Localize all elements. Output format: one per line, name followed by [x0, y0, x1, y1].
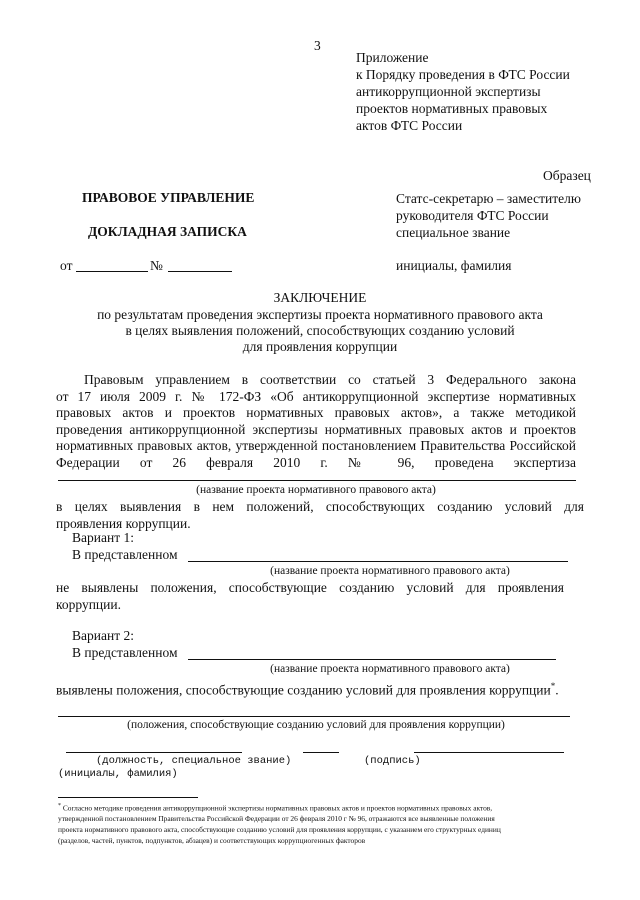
addressee-line: специальное звание — [396, 225, 511, 240]
footnote — [58, 801, 501, 846]
addressee-initials: инициалы, фамилия — [396, 258, 512, 273]
paragraph-line: Федерации от 26 февраля 2010 г. № 96, проведена экспертиза — [56, 454, 576, 470]
paragraph-line: Правовым управлением в соответствии со статьей 3 Федерального закона — [84, 372, 576, 387]
variant2-prefix: В представленном — [72, 645, 178, 660]
paragraph-line: проведения антикоррупционной экспертизы нормативных правовых актов и проектов — [56, 421, 576, 437]
conclusion-subtitle — [60, 307, 580, 355]
variant2-result-end: . — [555, 682, 559, 698]
addressee-line: руководителя ФТС России — [396, 208, 549, 223]
page-number: 3 — [314, 38, 321, 53]
conclusion-title: ЗАКЛЮЧЕНИЕ — [273, 290, 367, 305]
footnote-line — [58, 801, 501, 813]
position-hint: (должность, специальное звание) — [96, 755, 292, 767]
variant1-result-line: не выявлены положения, способствующие созданию условий для проявления — [56, 580, 564, 595]
appendix-line: проектов нормативных правовых — [356, 101, 548, 116]
variant1-hint: (название проекта нормативного правового акта) — [270, 565, 510, 577]
addressee-line: Статс-секретарю – заместителю — [396, 191, 581, 206]
appendix-line: антикоррупционной экспертизы — [356, 84, 541, 99]
variant2-blank — [188, 659, 556, 660]
footnote-text: Согласно методике проведения антикоррупционной экспертизы нормативных правовых актов и проектов нормативных правовых актов, — [62, 803, 493, 813]
paragraph-line: нормативных правовых актов, утвержденной постановлением Правительства Российской — [56, 438, 576, 453]
project-name-hint: (название проекта нормативного правового акта) — [196, 484, 436, 496]
project-name-line — [58, 480, 576, 481]
footnote-line: (разделов, частей, пунктов, подпунктов, абзацев) и соответствующих коррупциогенных факторов — [58, 836, 366, 846]
purpose-line: проявления коррупции. — [56, 515, 191, 531]
footnote-separator — [58, 797, 198, 798]
memo-title: ДОКЛАДНАЯ ЗАПИСКА — [88, 224, 247, 239]
paragraph-line: от 17 июля 2009 г. № 172-ФЗ «Об антикоррупционной экспертизе нормативных — [56, 388, 576, 404]
number-sign: № — [150, 258, 163, 273]
initials-hint: (инициалы, фамилия) — [58, 768, 178, 780]
variant1-result — [56, 580, 564, 613]
footnote-mark: * — [58, 803, 61, 809]
appendix-line: Приложение — [356, 50, 429, 65]
purpose-paragraph — [56, 499, 584, 532]
footnote-reference: * — [550, 681, 556, 691]
sample-label: Образец — [543, 168, 591, 183]
signature-line — [303, 752, 339, 753]
date-prefix: от — [60, 258, 73, 273]
signature-hint: (подпись) — [364, 755, 421, 767]
subtitle-line: в целях выявления положений, способствующих созданию условий — [125, 323, 515, 338]
main-paragraph — [56, 372, 576, 471]
variant1-label: Вариант 1: — [72, 530, 134, 545]
variant1-blank — [188, 561, 568, 562]
variant2-label: Вариант 2: — [72, 628, 134, 643]
paragraph-line: правовых актов и проектов нормативных правовых актов», а также методикой — [56, 405, 576, 420]
appendix-line: к Порядку проведения в ФТС России — [356, 67, 570, 82]
variant1-result-line: коррупции. — [56, 596, 121, 612]
variant2-result-text: выявлены положения, способствующие созданию условий для проявления коррупции — [56, 682, 551, 698]
number-line — [168, 271, 232, 272]
date-line — [76, 271, 148, 272]
provisions-hint: (положения, способствующие созданию условий для проявления коррупции) — [127, 719, 505, 731]
initials-line — [414, 752, 564, 753]
department-title: ПРАВОВОЕ УПРАВЛЕНИЕ — [82, 190, 255, 205]
variant1-prefix: В представленном — [72, 547, 178, 562]
addressee-block — [396, 190, 581, 241]
footnote-line: проекта нормативного правового акта, способствующие созданию условий для проявления коррупции, с указанием его структурных единиц — [58, 825, 501, 835]
variant2-hint: (название проекта нормативного правового акта) — [270, 663, 510, 675]
purpose-line: в целях выявления в нем положений, способствующих созданию условий для — [56, 499, 584, 514]
subtitle-line: для проявления коррупции — [242, 339, 398, 354]
footnote-line: утвержденной постановлением Правительства Российской Федерации от 26 февраля 2010 г № 96, отражаются все выявленные положения — [58, 814, 495, 824]
variant2-result — [56, 678, 559, 699]
position-line — [66, 752, 242, 753]
appendix-line: актов ФТС России — [356, 118, 463, 133]
subtitle-line: по результатам проведения экспертизы проекта нормативного правового акта — [97, 307, 543, 322]
appendix-block — [356, 49, 570, 134]
